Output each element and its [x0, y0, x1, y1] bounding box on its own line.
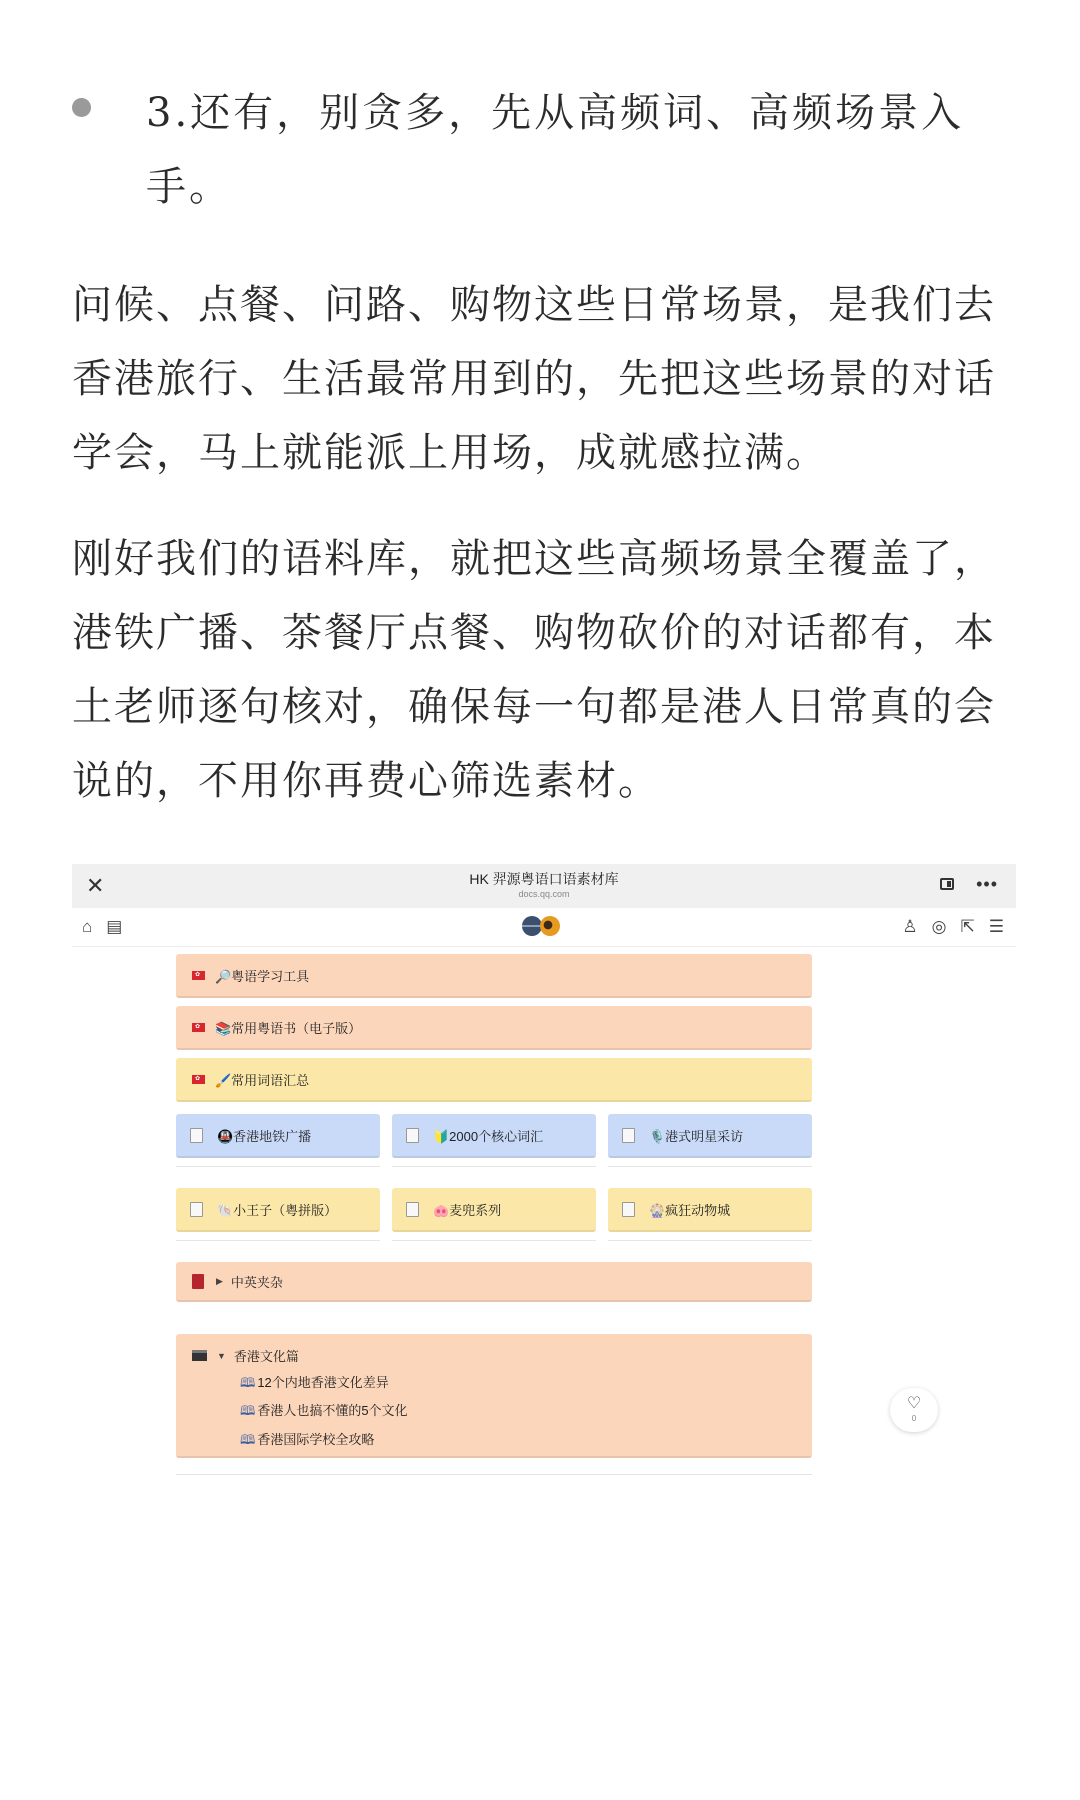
paragraph-1: 问候、点餐、问路、购物这些日常场景，是我们去香港旅行、生活最常用到的，先把这些场景的对话学会，马上就能派上用场，成就感拉满。 — [72, 282, 996, 476]
collaborator-avatars[interactable] — [522, 916, 560, 936]
book-open-icon: 🕮 — [240, 1403, 256, 1418]
bullet-dot — [72, 98, 91, 117]
user-icon[interactable]: ♙ — [902, 917, 918, 936]
hk-flag-icon — [192, 971, 205, 980]
document-icon — [406, 1202, 419, 1217]
book-icon — [192, 1274, 204, 1289]
avatar — [522, 916, 542, 936]
divider — [608, 1166, 812, 1167]
heart-icon: ♡ — [906, 1395, 922, 1412]
document-icon — [190, 1128, 203, 1143]
hk-flag-icon — [192, 1075, 205, 1084]
book-open-icon: 🕮 — [240, 1375, 256, 1390]
link-block-vocab[interactable]: ✿ 🖌️常用词语汇总 — [176, 1058, 812, 1102]
card-zootopia[interactable]: 🎡疯狂动物城 — [608, 1188, 812, 1232]
home-icon[interactable]: ⌂ — [82, 917, 93, 936]
outline-icon[interactable]: ▤ — [106, 917, 123, 936]
document-icon — [622, 1202, 635, 1217]
bullet-text: 3.还有，别贪多，先从高频词、高频场景入手。 — [146, 90, 965, 210]
divider — [176, 1474, 812, 1475]
book-open-icon: 🕮 — [240, 1432, 256, 1447]
like-count: 0 — [911, 1414, 917, 1423]
divider — [392, 1240, 596, 1241]
divider — [608, 1240, 812, 1241]
doc-title: HK 羿源粤语口语素材库 — [469, 871, 619, 887]
link-block-books[interactable]: ✿ 📚常用粤语书（电子版） — [176, 1006, 812, 1050]
browser-title-bar — [72, 864, 1016, 908]
toggle-block-mixed[interactable]: ▶ 中英夹杂 — [176, 1262, 812, 1302]
close-icon[interactable]: ✕ — [86, 873, 105, 898]
like-button[interactable] — [890, 1388, 938, 1432]
expand-triangle-icon[interactable]: ▶ — [216, 1275, 223, 1286]
list-item[interactable]: 🕮 12个内地香港文化差异 — [240, 1375, 389, 1390]
hk-flag-icon — [192, 1023, 205, 1032]
list-item[interactable]: 🕮 香港人也搞不懂的5个文化 — [240, 1403, 408, 1418]
collapse-triangle-icon[interactable]: ▼ — [217, 1350, 226, 1361]
toggle-block-culture[interactable]: ▼ 香港文化篇 🕮 12个内地香港文化差异 🕮 香港人也搞不懂的5个文化 🕮 香港国际学校全攻略 — [176, 1334, 812, 1458]
compass-icon[interactable]: ◎ — [931, 917, 947, 936]
card-mcdull[interactable]: 🐽麦兜系列 — [392, 1188, 596, 1232]
card-core-words[interactable]: 🔰2000个核心词汇 — [392, 1114, 596, 1158]
bullet-item — [72, 76, 1022, 224]
divider — [176, 1166, 380, 1167]
more-icon[interactable]: ••• — [976, 874, 998, 894]
panel-icon[interactable] — [940, 878, 954, 890]
doc-domain: docs.qq.com — [518, 889, 570, 899]
doc-toolbar — [72, 908, 1016, 947]
document-icon — [406, 1128, 419, 1143]
avatar — [540, 916, 560, 936]
link-block-tools[interactable]: ✿ 🔎粤语学习工具 — [176, 954, 812, 998]
document-icon — [190, 1202, 203, 1217]
card-star-interview[interactable]: 🎙️港式明星采访 — [608, 1114, 812, 1158]
menu-icon[interactable]: ☰ — [988, 917, 1004, 936]
card-mtr-broadcast[interactable]: 🚇香港地铁广播 — [176, 1114, 380, 1158]
divider — [176, 1240, 380, 1241]
share-icon[interactable]: ⇱ — [960, 917, 975, 936]
clapper-icon — [192, 1350, 207, 1361]
embedded-screenshot — [72, 864, 1016, 1564]
paragraph-2: 刚好我们的语料库，就把这些高频场景全覆盖了，港铁广播、茶餐厅点餐、购物砍价的对话都有，本土老师逐句核对，确保每一句都是港人日常真的会说的，不用你再费心筛选素材。 — [72, 536, 996, 804]
list-item[interactable]: 🕮 香港国际学校全攻略 — [240, 1432, 375, 1447]
document-icon — [622, 1128, 635, 1143]
divider — [392, 1166, 596, 1167]
card-little-prince[interactable]: 🐚小王子（粤拼版） — [176, 1188, 380, 1232]
